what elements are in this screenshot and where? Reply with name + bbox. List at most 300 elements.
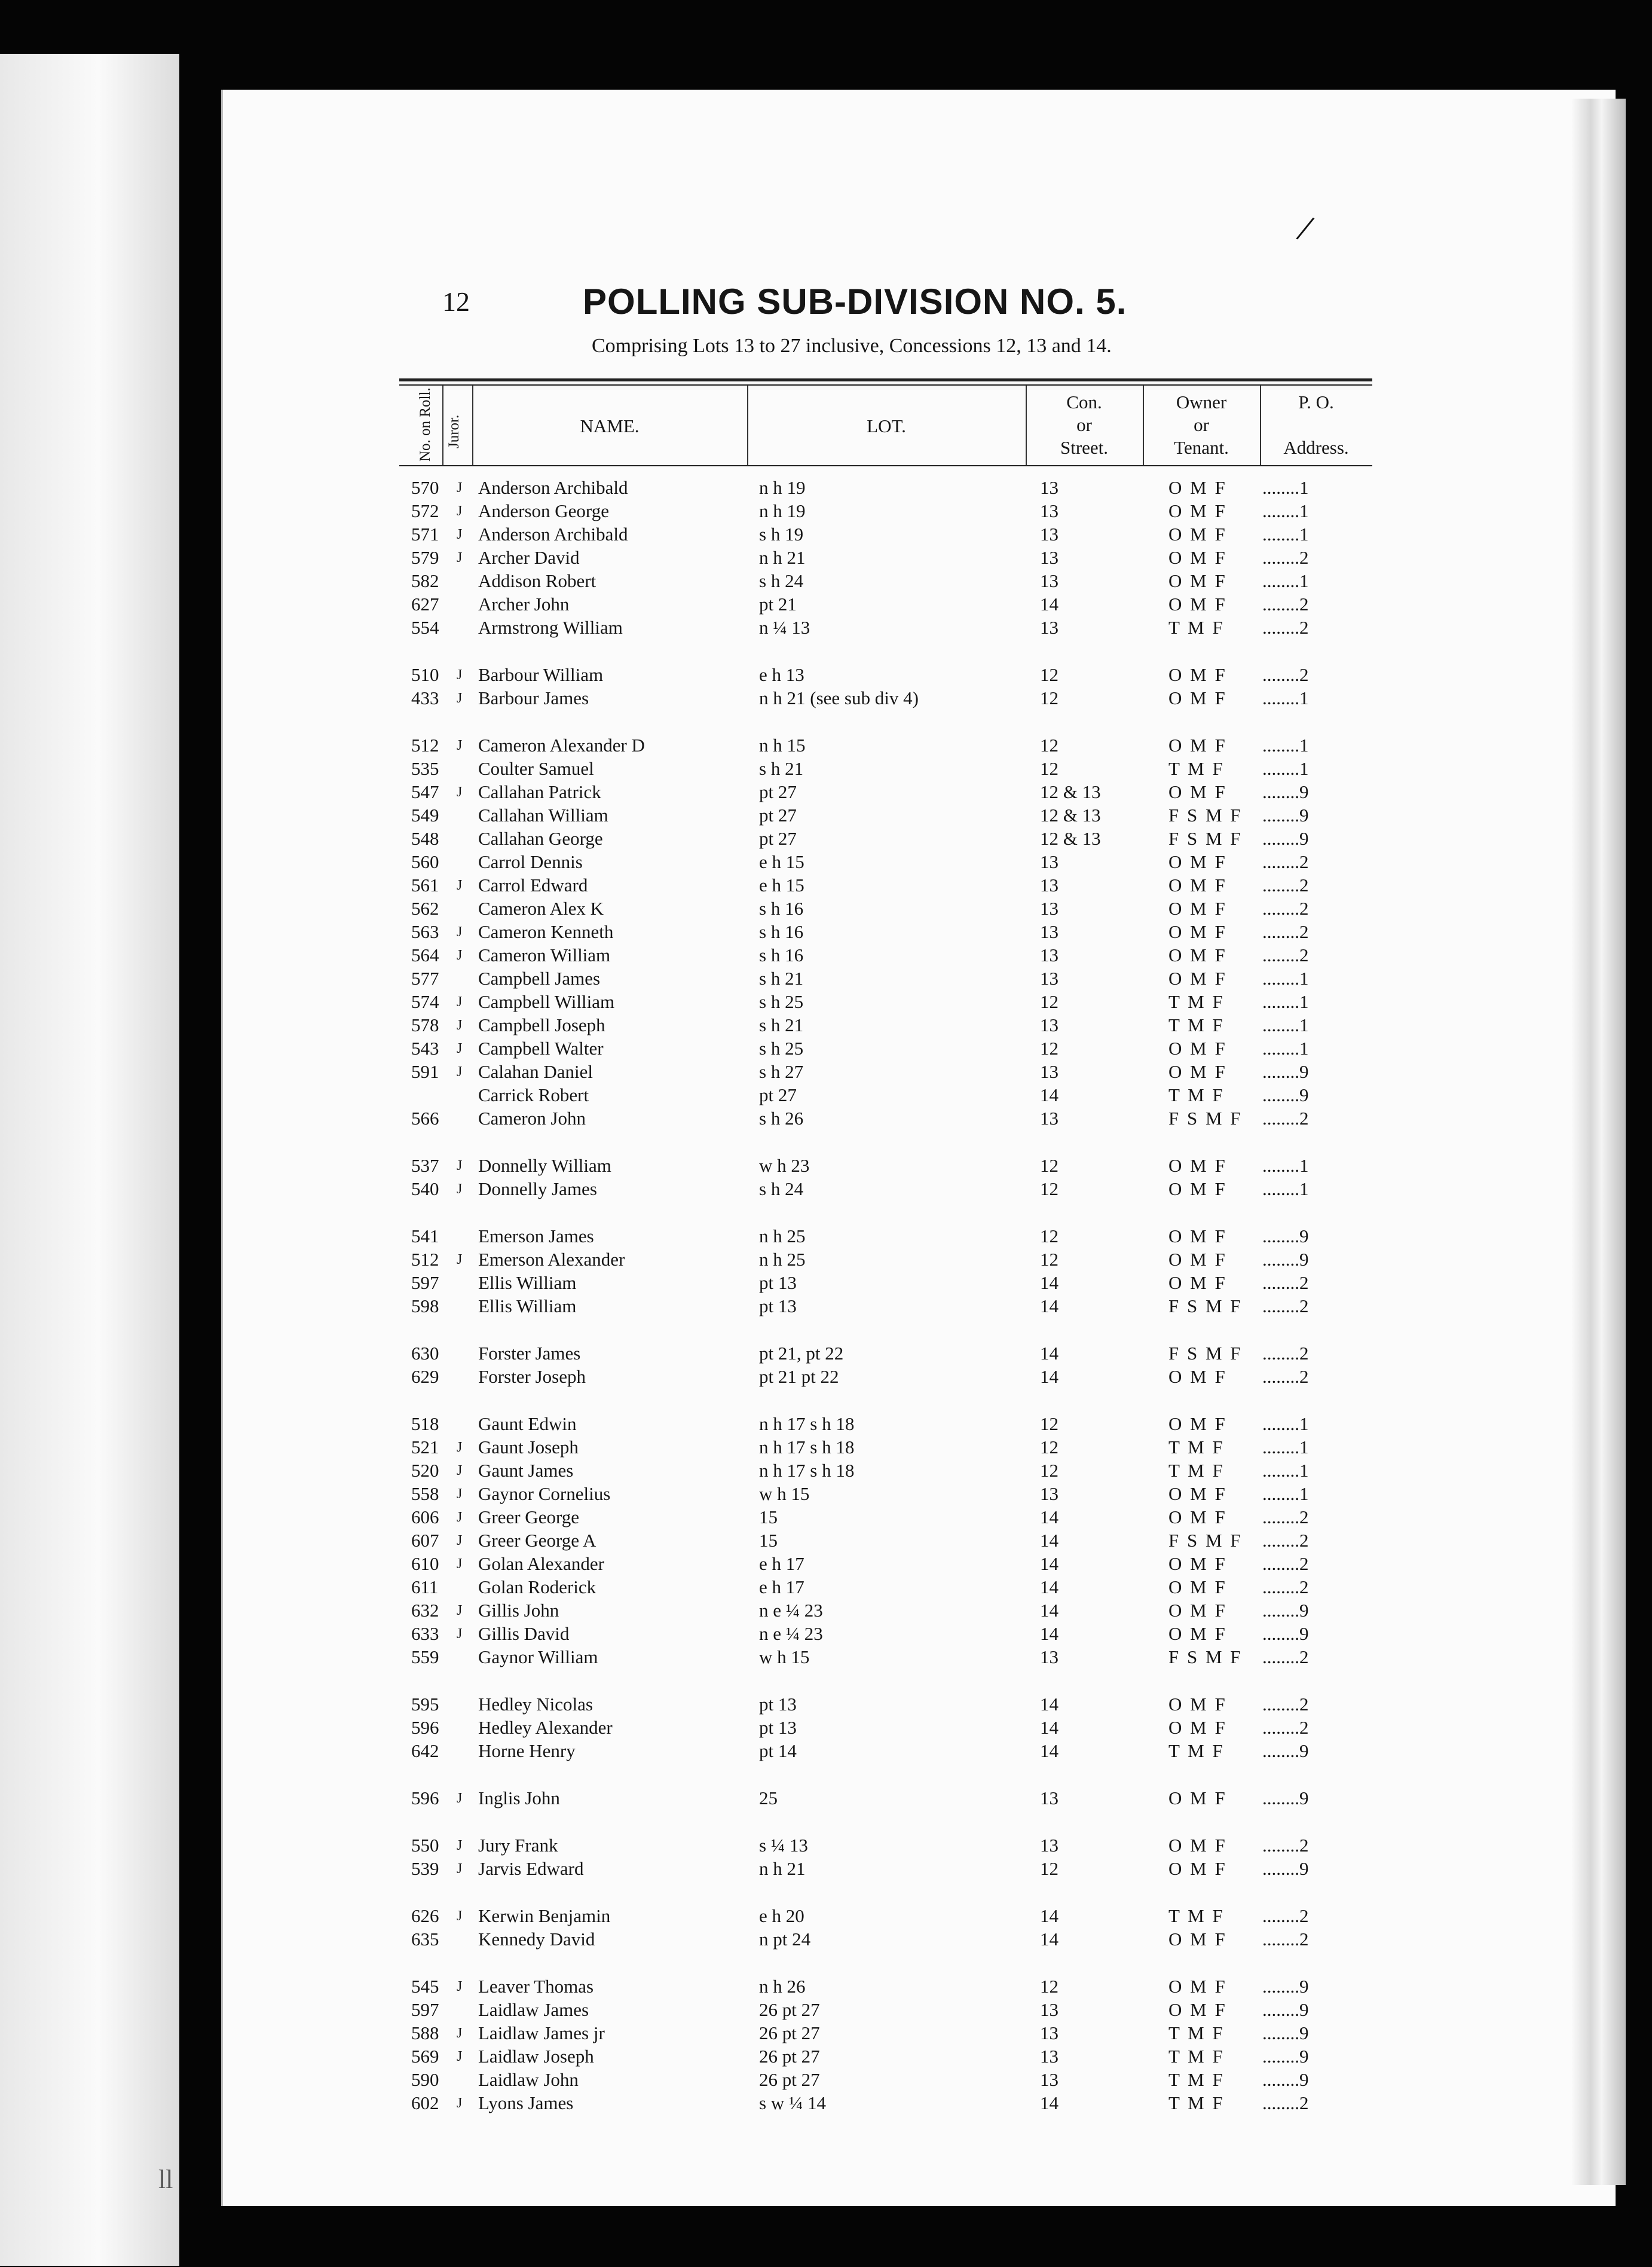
lot-description: n pt 24 xyxy=(759,1929,811,1950)
table-row xyxy=(0,1716,1652,1739)
table-row xyxy=(0,687,1652,710)
row-number: 510 xyxy=(411,664,439,685)
lot-description: pt 27 xyxy=(759,828,797,849)
owner-tenant: O M F xyxy=(1168,1226,1227,1246)
voter-name: Kerwin Benjamin xyxy=(478,1905,611,1926)
voter-name: Laidlaw James jr xyxy=(478,2022,605,2043)
owner-tenant: T M F xyxy=(1168,2022,1225,2043)
concession: 12 xyxy=(1040,1249,1058,1270)
row-number: 547 xyxy=(411,781,439,802)
juror-mark: J xyxy=(457,1486,463,1502)
concession: 14 xyxy=(1040,1740,1058,1761)
owner-tenant: T M F xyxy=(1168,1437,1225,1458)
voter-name: Cameron William xyxy=(478,945,611,966)
owner-tenant: O M F xyxy=(1168,1623,1227,1644)
juror-mark: J xyxy=(457,2049,463,2064)
owner-tenant: O M F xyxy=(1168,968,1227,989)
juror-mark: J xyxy=(457,878,463,893)
lot-description: e h 15 xyxy=(759,875,804,896)
po-address: ........1 xyxy=(1262,968,1309,989)
row-number: 520 xyxy=(411,1460,439,1481)
table-row xyxy=(0,874,1652,897)
owner-tenant: T M F xyxy=(1168,617,1225,638)
owner-tenant: T M F xyxy=(1168,1740,1225,1761)
lot-description: pt 13 xyxy=(759,1296,797,1316)
po-address: ........2 xyxy=(1262,1553,1309,1574)
voter-name: Laidlaw James xyxy=(478,1999,589,2020)
page-subtitle: Comprising Lots 13 to 27 inclusive, Concessions 12, 13 and 14. xyxy=(592,335,1112,357)
header-owner-1: Owner xyxy=(1176,392,1227,413)
concession: 14 xyxy=(1040,1553,1058,1574)
voter-name: Donnelly James xyxy=(478,1178,597,1199)
po-address: ........2 xyxy=(1262,945,1309,966)
voter-name: Laidlaw Joseph xyxy=(478,2046,594,2067)
po-address: ........2 xyxy=(1262,1576,1309,1597)
table-row xyxy=(0,1225,1652,1248)
juror-mark: J xyxy=(457,503,463,519)
po-address: ........9 xyxy=(1262,2022,1309,2043)
owner-tenant: O M F xyxy=(1168,477,1227,498)
concession: 14 xyxy=(1040,1366,1058,1387)
lot-description: s h 21 xyxy=(759,758,804,779)
juror-mark: J xyxy=(457,1041,463,1056)
row-number: 537 xyxy=(411,1155,439,1176)
voter-name: Campbell William xyxy=(478,991,615,1012)
lot-description: n e ¼ 23 xyxy=(759,1623,823,1644)
po-address: ........1 xyxy=(1262,991,1309,1012)
table-row xyxy=(0,1834,1652,1857)
header-lot: LOT. xyxy=(867,415,906,436)
po-address: ........9 xyxy=(1262,1061,1309,1082)
voter-name: Anderson Archibald xyxy=(478,477,628,498)
juror-mark: J xyxy=(457,1556,463,1572)
owner-tenant: O M F xyxy=(1168,570,1227,591)
owner-tenant: T M F xyxy=(1168,2046,1225,2067)
concession: 14 xyxy=(1040,1600,1058,1621)
owner-tenant: T M F xyxy=(1168,1084,1225,1105)
lot-description: n h 15 xyxy=(759,735,806,756)
voter-name: Golan Roderick xyxy=(478,1576,596,1597)
table-row xyxy=(0,734,1652,757)
row-number: 607 xyxy=(411,1530,439,1551)
table-row xyxy=(0,1295,1652,1318)
juror-mark: J xyxy=(457,2095,463,2111)
concession: 13 xyxy=(1040,851,1058,872)
concession: 13 xyxy=(1040,898,1058,919)
table-row xyxy=(0,1599,1652,1622)
po-address: ........9 xyxy=(1262,1740,1309,1761)
po-address: ........2 xyxy=(1262,898,1309,919)
voter-name: Cameron Alexander D xyxy=(478,735,645,756)
concession: 13 xyxy=(1040,617,1058,638)
concession: 13 xyxy=(1040,968,1058,989)
table-row xyxy=(0,664,1652,686)
owner-tenant: O M F xyxy=(1168,1600,1227,1621)
owner-tenant: O M F xyxy=(1168,1553,1227,1574)
voter-name: Gaunt Edwin xyxy=(478,1413,577,1434)
concession: 14 xyxy=(1040,1929,1058,1950)
row-number: 512 xyxy=(411,1249,439,1270)
voter-name: Gaunt Joseph xyxy=(478,1437,579,1458)
voter-name: Greer George A xyxy=(478,1530,596,1551)
row-number: 518 xyxy=(411,1413,439,1434)
juror-mark: J xyxy=(457,1064,463,1080)
header-con-3: Street. xyxy=(1060,437,1109,458)
voter-name: Lyons James xyxy=(478,2092,574,2113)
po-address: ........9 xyxy=(1262,1226,1309,1246)
lot-description: 25 xyxy=(759,1788,778,1808)
table-row xyxy=(0,1014,1652,1037)
table-row xyxy=(0,593,1652,616)
table-row xyxy=(0,1084,1652,1107)
concession: 13 xyxy=(1040,500,1058,521)
po-address: ........2 xyxy=(1262,1296,1309,1316)
lot-description: e h 17 xyxy=(759,1576,804,1597)
owner-tenant: O M F xyxy=(1168,1061,1227,1082)
table-row xyxy=(0,1999,1652,2021)
concession: 13 xyxy=(1040,547,1058,568)
owner-tenant: O M F xyxy=(1168,524,1227,545)
owner-tenant: O M F xyxy=(1168,1717,1227,1738)
voter-name: Hedley Alexander xyxy=(478,1717,613,1738)
voter-name: Campbell Joseph xyxy=(478,1015,605,1035)
row-number: 539 xyxy=(411,1858,439,1879)
lot-description: pt 21 xyxy=(759,594,797,615)
row-number: 571 xyxy=(411,524,439,545)
po-address: ........1 xyxy=(1262,758,1309,779)
po-address: ........2 xyxy=(1262,1507,1309,1527)
table-row xyxy=(0,2069,1652,2091)
owner-tenant: O M F xyxy=(1168,1155,1227,1176)
lot-description: pt 13 xyxy=(759,1272,797,1293)
owner-tenant: O M F xyxy=(1168,1929,1227,1950)
po-address: ........1 xyxy=(1262,1483,1309,1504)
lot-description: s h 24 xyxy=(759,1178,804,1199)
voter-name: Callahan George xyxy=(478,828,603,849)
row-number: 629 xyxy=(411,1366,439,1387)
po-address: ........2 xyxy=(1262,1530,1309,1551)
row-number: 627 xyxy=(411,594,439,615)
voter-name: Gillis David xyxy=(478,1623,570,1644)
header-owner-3: Tenant. xyxy=(1174,437,1229,458)
juror-mark: J xyxy=(457,994,463,1010)
page-title: POLLING SUB-DIVISION NO. 5. xyxy=(583,282,1127,322)
po-address: ........2 xyxy=(1262,1717,1309,1738)
owner-tenant: O M F xyxy=(1168,735,1227,756)
po-address: ........2 xyxy=(1262,594,1309,615)
table-row xyxy=(0,1928,1652,1951)
po-address: ........9 xyxy=(1262,1600,1309,1621)
voter-name: Barbour James xyxy=(478,688,589,708)
table-row xyxy=(0,944,1652,967)
po-address: ........9 xyxy=(1262,1249,1309,1270)
table-row xyxy=(0,1459,1652,1482)
concession: 14 xyxy=(1040,1272,1058,1293)
row-number: 512 xyxy=(411,735,439,756)
juror-mark: J xyxy=(457,1510,463,1525)
po-address: ........2 xyxy=(1262,664,1309,685)
lot-description: s h 16 xyxy=(759,945,804,966)
row-number: 611 xyxy=(411,1576,439,1597)
concession: 13 xyxy=(1040,2069,1058,2090)
concession: 12 xyxy=(1040,1976,1058,1997)
owner-tenant: O M F xyxy=(1168,875,1227,896)
row-number: 574 xyxy=(411,991,439,1012)
owner-tenant: O M F xyxy=(1168,1858,1227,1879)
concession: 13 xyxy=(1040,1483,1058,1504)
juror-mark: J xyxy=(457,667,463,683)
concession: 12 xyxy=(1040,688,1058,708)
voter-name: Gillis John xyxy=(478,1600,559,1621)
concession: 14 xyxy=(1040,1694,1058,1715)
owner-tenant: O M F xyxy=(1168,898,1227,919)
table-row xyxy=(0,1178,1652,1200)
voter-name: Archer David xyxy=(478,547,580,568)
voter-name: Emerson Alexander xyxy=(478,1249,625,1270)
table-row xyxy=(0,500,1652,523)
juror-mark: J xyxy=(457,1626,463,1642)
lot-description: n h 21 (see sub div 4) xyxy=(759,688,919,708)
juror-mark: J xyxy=(457,550,463,566)
voter-name: Armstrong William xyxy=(478,617,623,638)
row-number: 597 xyxy=(411,1272,439,1293)
juror-mark: J xyxy=(457,1440,463,1455)
lot-description: n h 25 xyxy=(759,1226,806,1246)
juror-mark: J xyxy=(457,1908,463,1924)
po-address: ........1 xyxy=(1262,1155,1309,1176)
table-row xyxy=(0,1483,1652,1505)
owner-tenant: O M F xyxy=(1168,921,1227,942)
concession: 12 & 13 xyxy=(1040,805,1101,826)
row-number: 569 xyxy=(411,2046,439,2067)
owner-tenant: T M F xyxy=(1168,1015,1225,1035)
voter-name: Callahan Patrick xyxy=(478,781,601,802)
table-row xyxy=(0,781,1652,803)
owner-tenant: O M F xyxy=(1168,1413,1227,1434)
table-row xyxy=(0,1740,1652,1762)
lot-description: n ¼ 13 xyxy=(759,617,810,638)
lot-description: s h 16 xyxy=(759,921,804,942)
po-address: ........1 xyxy=(1262,1437,1309,1458)
owner-tenant: F S M F xyxy=(1168,1530,1243,1551)
owner-tenant: T M F xyxy=(1168,991,1225,1012)
table-row xyxy=(0,1436,1652,1459)
lot-description: n h 17 s h 18 xyxy=(759,1460,855,1481)
table-row xyxy=(0,1576,1652,1599)
row-number: 548 xyxy=(411,828,439,849)
voter-name: Carrick Robert xyxy=(478,1084,589,1105)
concession: 14 xyxy=(1040,1576,1058,1597)
lot-description: s ¼ 13 xyxy=(759,1835,808,1856)
po-address: ........1 xyxy=(1262,477,1309,498)
lot-description: pt 21, pt 22 xyxy=(759,1343,844,1364)
header-po-2: Address. xyxy=(1283,437,1349,458)
owner-tenant: O M F xyxy=(1168,1576,1227,1597)
table-row xyxy=(0,1975,1652,1998)
lot-description: e h 15 xyxy=(759,851,804,872)
voter-name: Kennedy David xyxy=(478,1929,595,1950)
row-number: 561 xyxy=(411,875,439,896)
table-row xyxy=(0,546,1652,569)
po-address: ........9 xyxy=(1262,805,1309,826)
row-number: 545 xyxy=(411,1976,439,1997)
voter-name: Hedley Nicolas xyxy=(478,1694,593,1715)
table-row xyxy=(0,1623,1652,1645)
juror-mark: J xyxy=(457,1018,463,1033)
owner-tenant: O M F xyxy=(1168,781,1227,802)
owner-tenant: O M F xyxy=(1168,500,1227,521)
table-row xyxy=(0,570,1652,592)
lot-description: s h 19 xyxy=(759,524,804,545)
concession: 14 xyxy=(1040,594,1058,615)
owner-tenant: O M F xyxy=(1168,1507,1227,1527)
concession: 14 xyxy=(1040,1296,1058,1316)
table-row xyxy=(0,1529,1652,1552)
voter-name: Anderson George xyxy=(478,500,609,521)
concession: 13 xyxy=(1040,1015,1058,1035)
voter-name: Inglis John xyxy=(478,1788,560,1808)
table-row xyxy=(0,1693,1652,1716)
concession: 14 xyxy=(1040,1905,1058,1926)
concession: 13 xyxy=(1040,2046,1058,2067)
voter-name: Forster Joseph xyxy=(478,1366,586,1387)
po-address: ........9 xyxy=(1262,1976,1309,1997)
row-number: 590 xyxy=(411,2069,439,2090)
po-address: ........2 xyxy=(1262,921,1309,942)
table-row xyxy=(0,921,1652,943)
concession: 13 xyxy=(1040,2022,1058,2043)
po-address: ........2 xyxy=(1262,2092,1309,2113)
lot-description: n h 26 xyxy=(759,1976,806,1997)
voter-name: Archer John xyxy=(478,594,570,615)
voter-name: Coulter Samuel xyxy=(478,758,594,779)
lot-description: s w ¼ 14 xyxy=(759,2092,826,2113)
table-row xyxy=(0,967,1652,990)
row-number: 610 xyxy=(411,1553,439,1574)
concession: 14 xyxy=(1040,1623,1058,1644)
header-owner-2: or xyxy=(1194,414,1209,435)
lot-description: s h 21 xyxy=(759,968,804,989)
voter-name: Barbour William xyxy=(478,664,604,685)
owner-tenant: O M F xyxy=(1168,594,1227,615)
owner-tenant: O M F xyxy=(1168,1835,1227,1856)
lot-description: 26 pt 27 xyxy=(759,2069,820,2090)
row-number: 596 xyxy=(411,1717,439,1738)
lot-description: n h 19 xyxy=(759,477,806,498)
po-address: ........1 xyxy=(1262,1460,1309,1481)
po-address: ........9 xyxy=(1262,781,1309,802)
table-row xyxy=(0,2045,1652,2068)
concession: 13 xyxy=(1040,1061,1058,1082)
po-address: ........1 xyxy=(1262,1038,1309,1059)
table-row xyxy=(0,851,1652,873)
table-row xyxy=(0,1506,1652,1529)
concession: 12 xyxy=(1040,758,1058,779)
row-number: 632 xyxy=(411,1600,439,1621)
lot-description: pt 13 xyxy=(759,1694,797,1715)
row-number: 606 xyxy=(411,1507,439,1527)
row-number: 433 xyxy=(411,688,439,708)
owner-tenant: O M F xyxy=(1168,1788,1227,1808)
juror-mark: J xyxy=(457,1603,463,1618)
row-number: 578 xyxy=(411,1015,439,1035)
owner-tenant: T M F xyxy=(1168,758,1225,779)
po-address: ........9 xyxy=(1262,1858,1309,1879)
row-number: 549 xyxy=(411,805,439,826)
concession: 14 xyxy=(1040,1084,1058,1105)
row-number: 602 xyxy=(411,2092,439,2113)
row-number: 626 xyxy=(411,1905,439,1926)
row-number: 566 xyxy=(411,1108,439,1129)
juror-mark: J xyxy=(457,480,463,496)
juror-mark: J xyxy=(457,1158,463,1174)
check-mark: / xyxy=(1293,206,1318,250)
owner-tenant: O M F xyxy=(1168,1249,1227,1270)
voter-name: Forster James xyxy=(478,1343,581,1364)
owner-tenant: O M F xyxy=(1168,547,1227,568)
lot-description: n h 19 xyxy=(759,500,806,521)
concession: 12 xyxy=(1040,1437,1058,1458)
row-number: 521 xyxy=(411,1437,439,1458)
po-address: ........9 xyxy=(1262,1084,1309,1105)
voter-name: Ellis William xyxy=(478,1272,577,1293)
po-address: ........9 xyxy=(1262,2046,1309,2067)
po-address: ........1 xyxy=(1262,735,1309,756)
lot-description: s h 27 xyxy=(759,1061,804,1082)
lot-description: s h 26 xyxy=(759,1108,804,1129)
voter-name: Horne Henry xyxy=(478,1740,576,1761)
table-row xyxy=(0,1413,1652,1435)
header-con-2: or xyxy=(1076,414,1092,435)
table-row xyxy=(0,2022,1652,2045)
voter-name: Campbell Walter xyxy=(478,1038,604,1059)
po-address: ........2 xyxy=(1262,547,1309,568)
lot-description: 15 xyxy=(759,1507,778,1527)
row-number: 598 xyxy=(411,1296,439,1316)
header-juror: Juror. xyxy=(446,414,462,448)
lot-description: n h 17 s h 18 xyxy=(759,1437,855,1458)
po-address: ........2 xyxy=(1262,875,1309,896)
voter-name: Addison Robert xyxy=(478,570,596,591)
voter-name: Callahan William xyxy=(478,805,608,826)
table-row xyxy=(0,1154,1652,1177)
po-address: ........9 xyxy=(1262,1623,1309,1644)
table-row xyxy=(0,616,1652,639)
concession: 14 xyxy=(1040,1530,1058,1551)
lot-description: pt 14 xyxy=(759,1740,797,1761)
concession: 12 xyxy=(1040,1155,1058,1176)
row-number: 564 xyxy=(411,945,439,966)
table-row xyxy=(0,1905,1652,1927)
header-po-1: P. O. xyxy=(1298,392,1334,413)
concession: 12 xyxy=(1040,991,1058,1012)
po-address: ........2 xyxy=(1262,617,1309,638)
row-number: 588 xyxy=(411,2022,439,2043)
voter-name: Anderson Archibald xyxy=(478,524,628,545)
owner-tenant: F S M F xyxy=(1168,1296,1243,1316)
owner-tenant: T M F xyxy=(1168,2092,1225,2113)
voter-name: Leaver Thomas xyxy=(478,1976,594,1997)
owner-tenant: F S M F xyxy=(1168,1108,1243,1129)
voter-name: Gaunt James xyxy=(478,1460,574,1481)
po-address: ........1 xyxy=(1262,1413,1309,1434)
table-row xyxy=(0,523,1652,546)
concession: 13 xyxy=(1040,921,1058,942)
juror-mark: J xyxy=(457,948,463,963)
owner-tenant: O M F xyxy=(1168,1178,1227,1199)
voter-name: Gaynor William xyxy=(478,1646,598,1667)
lot-description: 26 pt 27 xyxy=(759,1999,820,2020)
